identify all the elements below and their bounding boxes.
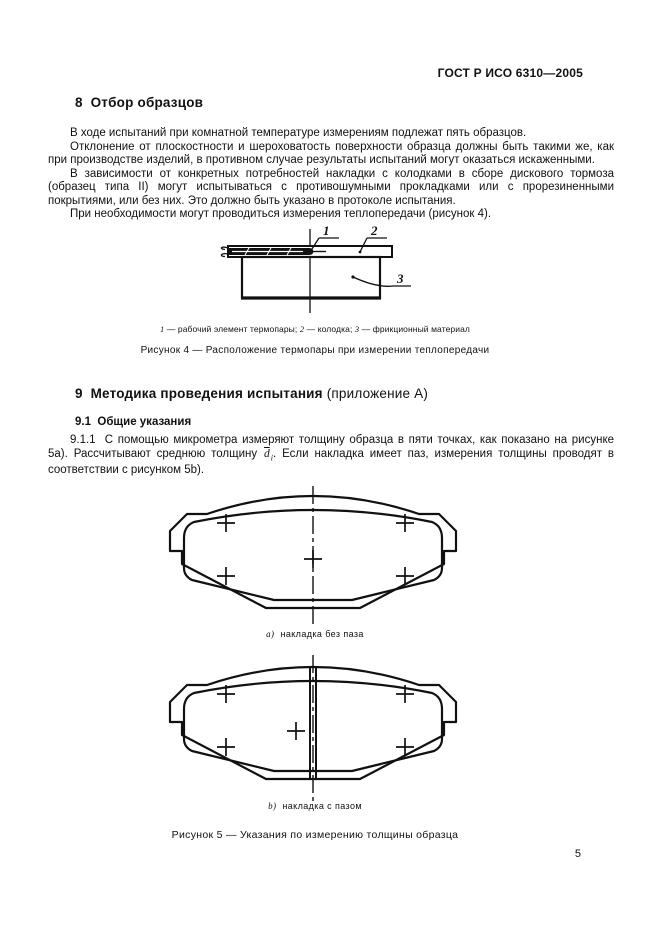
- figure-4: [0, 222, 630, 356]
- mean-thickness-formula: $\overline{d}$: [264, 447, 270, 460]
- section-9-title-normal: (приложение А): [322, 386, 429, 401]
- caption-letter-a: а): [266, 629, 275, 639]
- paragraph: При необходимости могут проводиться измерения теплопередачи (рисунок 4).: [70, 208, 492, 220]
- figure-4-legend: [0, 324, 630, 334]
- center-measurement-cross: [287, 722, 305, 740]
- formula-subscript: i: [270, 452, 274, 462]
- paragraph: В зависимости от конкретных потребностей накладки с колодками в сборе дискового тормоза (образец типа II) могут испытываться с противошумными прокладками или с прорезиненными покрытиями, или без них. Это должно быть указано в протоколе испытания.: [48, 167, 614, 207]
- page-number: 5: [574, 848, 581, 860]
- p911-text-after: . Если накладка имеет паз, измерения толщины проводят в соответствии с рисунком 5b).: [48, 447, 614, 477]
- paragraph-9-1-1-block: [48, 434, 614, 478]
- p911-text-before: 9.1.1 С помощью микрометра измеряют толщину образца в пяти точках, как показано на рисунке 5а). Рассчитывают среднюю толщину: [48, 434, 614, 460]
- caption-text-a: накладка без паза: [280, 629, 364, 639]
- section-8-title: 8 Отбор образцов: [75, 95, 204, 110]
- legend-num-1: 1: [160, 324, 165, 334]
- leader-line-3: [353, 277, 393, 286]
- figure-4-drawing: [215, 222, 415, 317]
- figure-label-1: 1: [323, 223, 330, 238]
- figure-label-2: 2: [371, 223, 378, 238]
- caption-text-b: накладка с пазом: [282, 801, 362, 811]
- doc-code-header: ГОСТ Р ИСО 6310—2005: [437, 66, 583, 80]
- figure-5b-drawing: [153, 655, 473, 805]
- paragraph-9-1-1: [48, 434, 614, 478]
- paragraph: В ходе испытаний при комнатной температуре измерениям подлежат пять образцов.: [70, 127, 527, 139]
- figure-5b-caption: [0, 801, 630, 811]
- subsection-9-1-title: 9.1 Общие указания: [75, 416, 192, 428]
- legend-num-3: 3: [354, 324, 360, 334]
- paragraph: Отклонение от плоскостности и шероховатость поверхности образца должны быть такими же, как при производстве изделий, в противном случае результаты испытаний могут оказаться искаженными.: [48, 140, 614, 166]
- figure-label-3: 3: [397, 271, 404, 286]
- friction-material-block: [242, 257, 380, 298]
- legend-num-2: 2: [299, 324, 305, 334]
- figure-5a-caption: [0, 629, 630, 639]
- legend-text-3: — фрикционный материал: [359, 324, 470, 334]
- section-8-body: [48, 127, 614, 222]
- figure-5-caption: Рисунок 5 — Указания по измерению толщины образца: [171, 829, 459, 841]
- legend-text-1: — рабочий элемент термопары;: [164, 324, 300, 334]
- figure-5a-drawing: [153, 484, 473, 634]
- center-measurement-cross: [304, 550, 322, 568]
- section-9-title-bold: 9 Методика проведения испытания: [75, 386, 323, 401]
- caption-letter-b: b): [268, 801, 277, 811]
- figure-4-caption: Рисунок 4 — Расположение термопары при измерении теплопередачи: [140, 345, 490, 356]
- legend-text-2: — колодка;: [304, 324, 355, 334]
- section-9-title: [75, 386, 428, 401]
